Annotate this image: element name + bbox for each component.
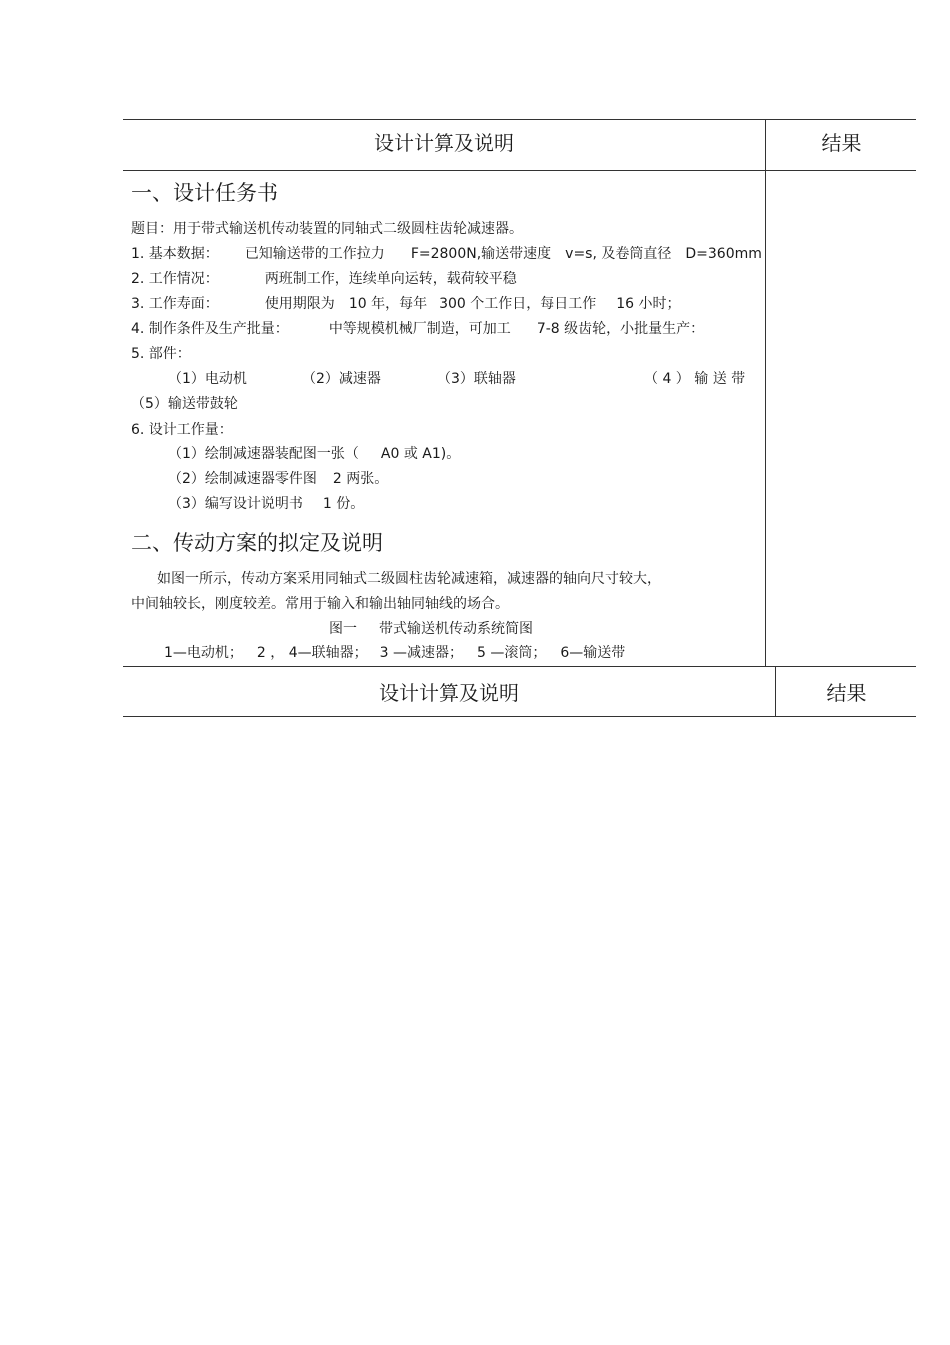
item3-text-a: 使用期限为 [264, 296, 335, 312]
workload-1-value: A0 或 A1)。 [380, 446, 461, 462]
table1-top-rule [123, 119, 916, 120]
item1-basic-data [131, 247, 762, 261]
item1-text-b: F=2800N,输送带速度 [410, 246, 552, 262]
item3-service-life [131, 297, 681, 311]
table1-header-rule [123, 170, 916, 171]
table2-header-description: 设计计算及说明 [379, 681, 519, 705]
part-reducer: （2）减速器 [302, 371, 381, 387]
workload-design-manual [168, 497, 364, 511]
figure-label: 图一 [329, 621, 357, 637]
workload-assembly-drawing [168, 447, 460, 461]
table2-header-result: 结果 [826, 681, 867, 705]
subject-line: 题目：用于带式输送机传动装置的同轴式二级圆柱齿轮减速器。 [131, 221, 523, 237]
item4-manufacturing [131, 322, 704, 336]
part-coupling: （3）联轴器 [437, 371, 516, 387]
item3-text-d: 16 小时； [616, 296, 681, 312]
table1-header-description: 设计计算及说明 [374, 131, 514, 155]
figure-caption [329, 622, 533, 636]
workload-1-text: （1）绘制减速器装配图一张（ [168, 446, 359, 462]
workload-part-drawing [168, 472, 388, 486]
item3-text-b: 10 年，每年 [348, 296, 428, 312]
item1-label: 1. 基本数据： [131, 246, 219, 262]
item2-label: 2. 工作情况： [131, 271, 219, 287]
table2-bottom-rule [123, 716, 916, 717]
part-motor: （1）电动机 [168, 371, 247, 387]
item3-text-c: 300 个工作日，每日工作 [439, 296, 597, 312]
item2-text-a: 两班制工作，连续单向运转，载荷较平稳 [264, 271, 517, 287]
item4-label: 4. 制作条件及生产批量： [131, 321, 289, 337]
figure-title: 带式输送机传动系统简图 [379, 621, 533, 637]
workload-3-value: 1 份。 [322, 496, 365, 512]
legend-item: 2 ， 4—联轴器； [256, 645, 368, 661]
section2-paragraph-line2: 中间轴较长，刚度较差。常用于输入和输出轴同轴线的场合。 [131, 596, 509, 612]
part-conveyor-belt: （ 4 ） 输 送 带 [644, 371, 746, 387]
legend-item: 5 —滚筒； [477, 645, 547, 661]
legend-item: 6—输送带 [560, 645, 626, 661]
item4-text-a: 中等规模机械厂制造，可加工 [328, 321, 511, 337]
section2-paragraph-line1: 如图一所示，传动方案采用同轴式二级圆柱齿轮减速箱，减速器的轴向尺寸较大， [157, 571, 661, 587]
item4-text-b: 7-8 级齿轮，小批量生产： [536, 321, 705, 337]
item1-text-c: v=s, 及卷筒直径 [565, 246, 672, 262]
table2-column-divider [775, 666, 776, 717]
workload-2-value: 2 两张。 [332, 471, 389, 487]
item6-workload-label: 6. 设计工作量： [131, 422, 233, 438]
legend-item: 1—电动机； [164, 645, 243, 661]
workload-3-text: （3）编写设计说明书 [168, 496, 303, 512]
item2-working-conditions [131, 272, 517, 286]
figure-legend [164, 646, 625, 660]
part-belt-drum: （5）输送带鼓轮 [131, 396, 238, 412]
item5-components-label: 5. 部件： [131, 346, 191, 362]
section2-title: 二、传动方案的拟定及说明 [131, 531, 383, 555]
workload-2-text: （2）绘制减速器零件图 [168, 471, 317, 487]
table1-column-divider [765, 119, 766, 666]
item1-text-d: D=360mm [685, 246, 762, 262]
item1-text-a: 已知输送带的工作拉力 [244, 246, 385, 262]
section1-title: 一、设计任务书 [131, 181, 278, 205]
legend-item: 3 —减速器； [379, 645, 463, 661]
item3-label: 3. 工作寿面： [131, 296, 219, 312]
table1-bottom-rule [123, 666, 916, 667]
table1-header-result: 结果 [821, 131, 862, 155]
